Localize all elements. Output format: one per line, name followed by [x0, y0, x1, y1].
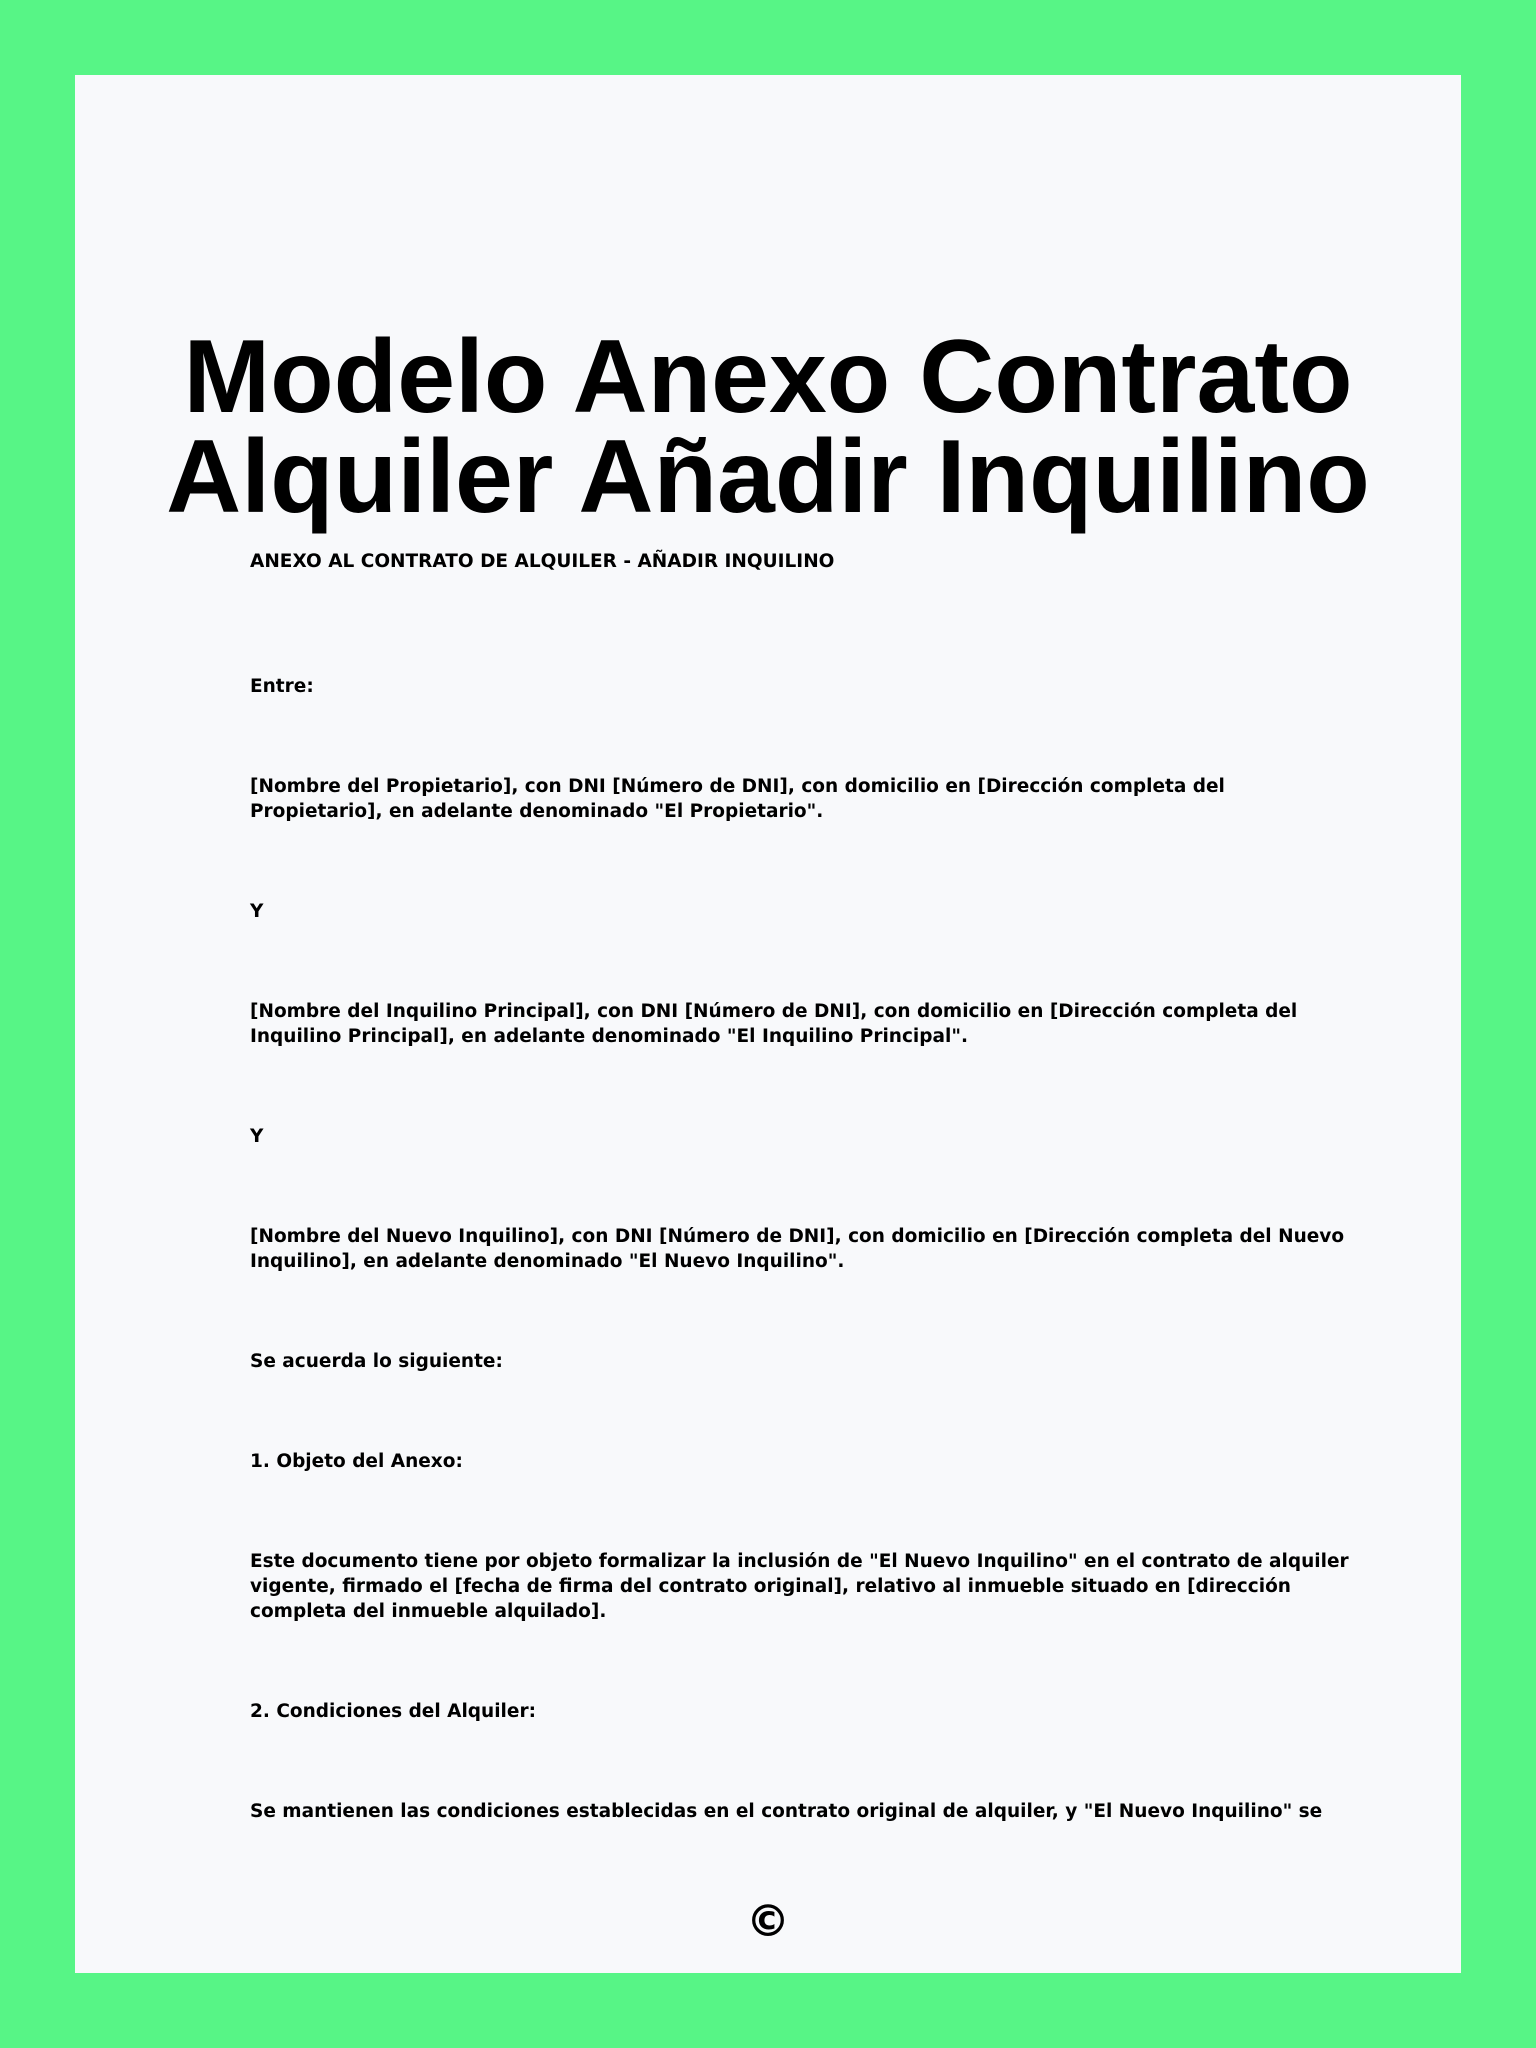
section-heading-condiciones: 2. Condiciones del Alquiler:	[250, 1701, 536, 1722]
paragraph-objeto: Este documento tiene por objeto formalizar la inclusión de "El Nuevo Inquilino" en el contrato de alquiler vigente, firmado el [fecha de firma del contrato original], relativo al inmueble situado en [dirección completa del inmueble alquilado].	[250, 1551, 1349, 1622]
title-line-2: Alquiler Añadir Inquilino	[166, 419, 1370, 535]
paragraph-entre: Entre:	[250, 676, 314, 697]
paragraph-propietario: [Nombre del Propietario], con DNI [Número de DNI], con domicilio en [Dirección completa del Propietario], en adelante denominado "El Propietario".	[250, 776, 1225, 822]
section-heading-objeto: 1. Objeto del Anexo:	[250, 1451, 463, 1472]
paragraph-inquilino-principal: [Nombre del Inquilino Principal], con DNI [Número de DNI], con domicilio en [Dirección completa del Inquilino Principal], en adelante denominado "El Inquilino Principal".	[250, 1001, 1298, 1047]
document-title	[75, 319, 1461, 535]
paragraph-y-2: Y	[250, 1126, 264, 1147]
paragraph-y-1: Y	[250, 901, 264, 922]
document-page	[75, 75, 1461, 1973]
title-line-1: Modelo Anexo Contrato	[183, 319, 1353, 435]
paragraph-nuevo-inquilino: [Nombre del Nuevo Inquilino], con DNI [Número de DNI], con domicilio en [Dirección completa del Nuevo Inquilino], en adelante denominado "El Nuevo Inquilino".	[250, 1226, 1345, 1272]
paragraph-condiciones: Se mantienen las condiciones establecidas en el contrato original de alquiler, y "El Nuevo Inquilino" se	[250, 1801, 1323, 1822]
copyright-icon: ©	[746, 1896, 790, 1947]
document-heading: ANEXO AL CONTRATO DE ALQUILER - AÑADIR INQUILINO	[250, 551, 835, 572]
paragraph-acuerdo: Se acuerda lo siguiente:	[250, 1351, 503, 1372]
